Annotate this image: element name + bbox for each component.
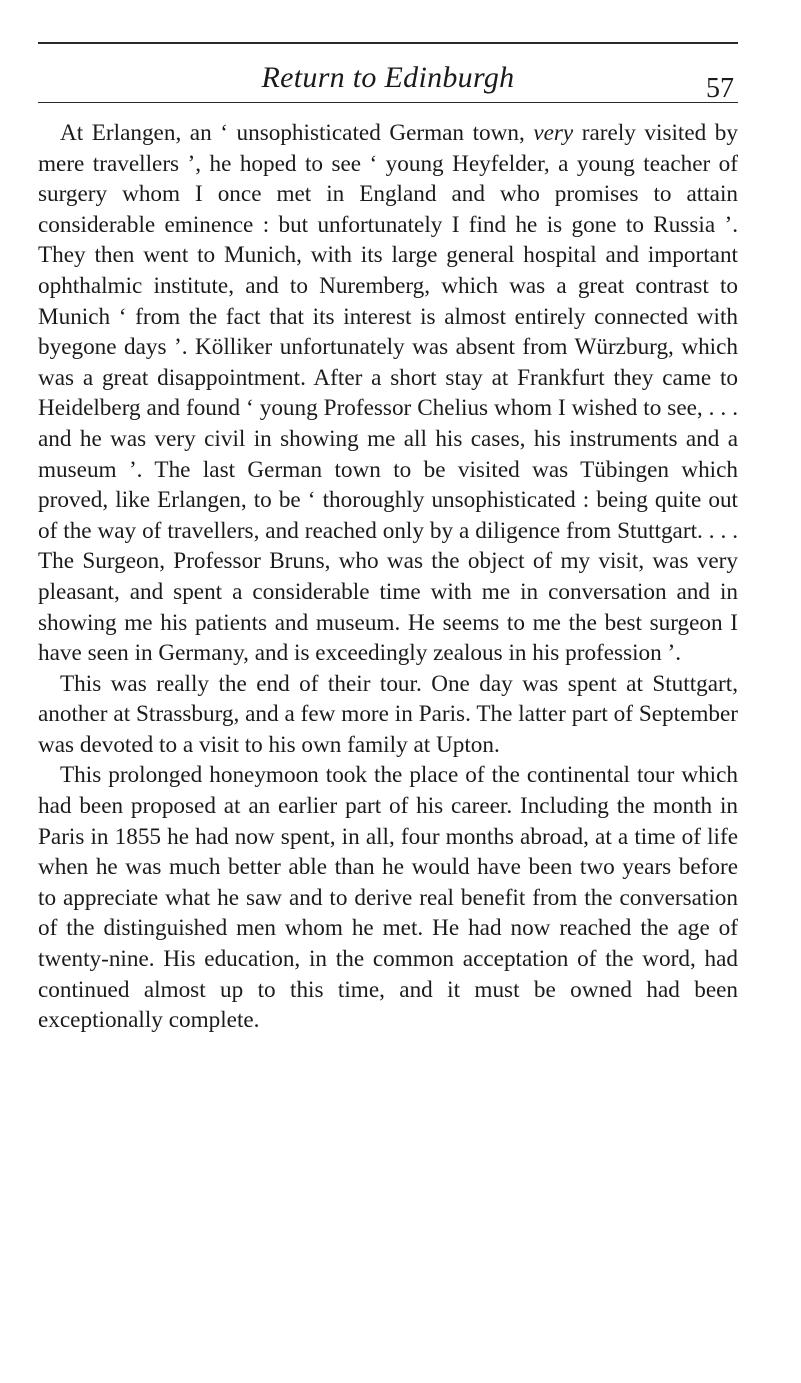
top-rule: [38, 42, 738, 44]
header-rule: [38, 102, 738, 103]
paragraph-1-lead: At Erlangen, an ‘ unsophisticated German town,: [60, 120, 534, 146]
paragraph-2: This was really the end of their tour. One day was spent at Stuttgart, another at Strassburg, and a few more in Paris. The latter part of September was devoted to a visit to his own family at Upton.: [38, 670, 738, 758]
body-text: [38, 118, 738, 1036]
paragraph-1-rest: rarely visited by mere travellers ’, he hoped to see ‘ young Heyfelder, a young teacher of surgery whom I once met in England and who promises to attain considerable eminence : but unfortunately I find he is gone to Russia ’. They then went to Munich, with its large general hospital and important ophthalmic institute, and to Nuremberg, which was a great contrast to Munich ‘ from the fact that its interest is almost entirely connected with byegone days ’. Kölliker unfortunately was absent from Würzburg, which was a great disappointment. After a short stay at Frankfurt they came to Heidelberg and found ‘ young Professor Chelius whom I wished to see, . . . and he was very civil in showing me all his cases, his instruments and a museum ’. The last German town to be visited was Tübingen which proved, like Erlangen, to be ‘ thoroughly unsophisticated : being quite out of the way of travellers, and reached only by a diligence from Stuttgart. . . . The Surgeon, Professor Bruns, who was the object of my visit, was very pleasant, and spent a considerable time with me in conversation and in showing me his patients and museum. He seems to me the best surgeon I have seen in Germany, and is exceedingly zealous in his profession ’.: [38, 120, 738, 667]
emphasis-very: very: [533, 120, 574, 146]
running-title: Return to Edinburgh: [261, 61, 515, 94]
paragraph-3: This prolonged honeymoon took the place of the continental tour which had been proposed at an earlier part of his career. Including the month in Paris in 1855 he had now spent, in all, four months abroad, at a time of life when he was much better able than he would have been two years before to appreciate what he saw and to derive real benefit from the conversation of the distinguished men whom he met. He had now reached the age of twenty-nine. His education, in the common acceptation of the word, had continued almost up to this time, and it must be owned had been exceptionally complete.: [38, 762, 738, 1034]
running-head: [38, 60, 738, 104]
paragraph-1: [38, 118, 738, 669]
page-number: 57: [706, 73, 734, 104]
